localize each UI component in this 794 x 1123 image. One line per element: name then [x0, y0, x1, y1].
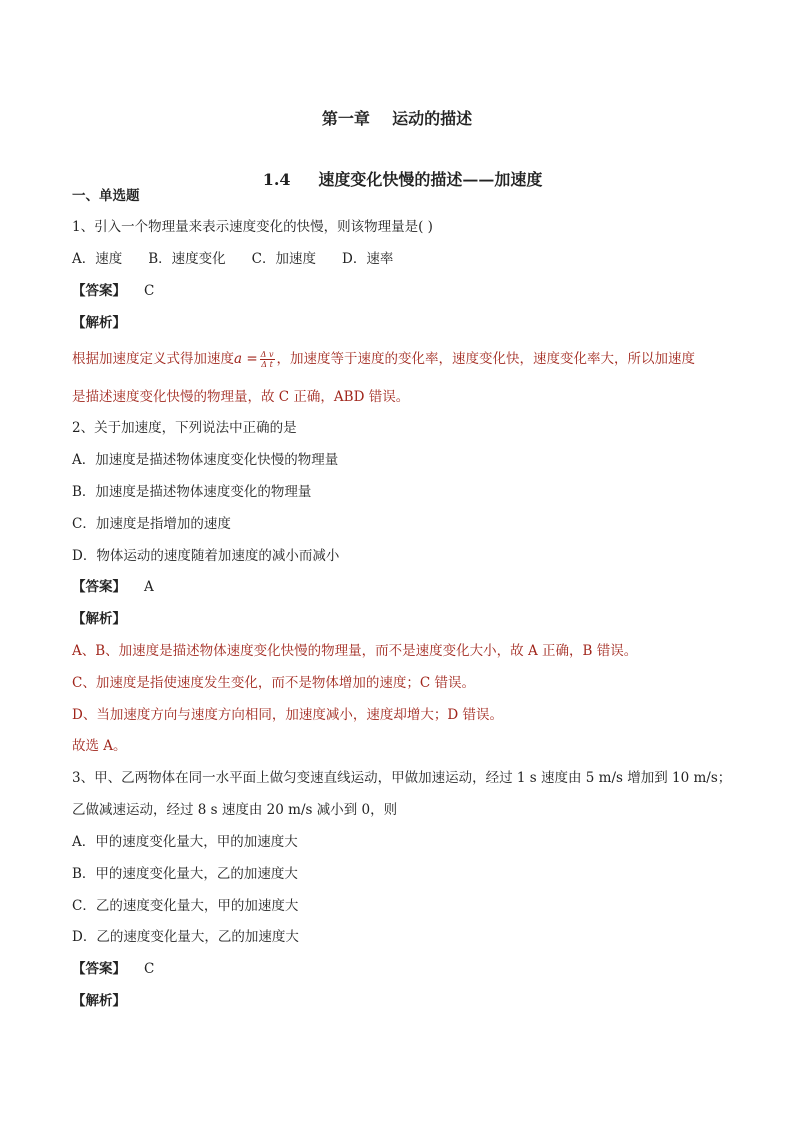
q1-stem: 1、引入一个物理量来表示速度变化的快慢，则该物理量是( ) [72, 219, 433, 235]
q3-option-b: B．甲的速度变化量大，乙的加速度大 [72, 866, 298, 882]
q1-analysis-tag: 【解析】 [72, 315, 126, 331]
q1-analysis-post: ，加速度等于速度的变化率，速度变化快，速度变化率大，所以加速度 [276, 351, 695, 367]
q1-option-c: C．加速度 [251, 251, 317, 267]
answer-tag: 【答案】 [72, 283, 126, 299]
q1-analysis-line1 [72, 349, 695, 369]
q3-option-a: A．甲的速度变化量大，甲的加速度大 [72, 834, 298, 850]
q1-analysis-line2: 是描述速度变化快慢的物理量，故 C 正确，ABD 错误。 [72, 389, 410, 405]
q3-option-d: D．乙的速度变化量大，乙的加速度大 [72, 929, 299, 945]
q3-answer-value: C [144, 961, 155, 977]
q3-stem-line2: 乙做减速运动，经过 8 s 速度由 20 m/s 减小到 0，则 [72, 802, 398, 818]
q1-options [72, 249, 419, 269]
q3-analysis-tag: 【解析】 [72, 993, 126, 1009]
q2-analysis-line3: D、当加速度方向与速度方向相同，加速度减小，速度却增大；D 错误。 [72, 707, 503, 723]
q1-formula-numerator: Δ v [260, 350, 274, 359]
q2-stem: 2、关于加速度，下列说法中正确的是 [72, 420, 297, 436]
q1-formula-fraction [260, 350, 275, 369]
q3-stem-line1: 3、甲、乙两物体在同一水平面上做匀变速直线运动，甲做加速运动，经过 1 s 速度由 5 m/s 增加到 10 m/s； [72, 770, 732, 786]
section-heading: 速度变化快慢的描述——加速度 [318, 170, 543, 189]
q1-answer-value: C [144, 283, 155, 299]
q2-option-a: A．加速度是描述物体速度变化快慢的物理量 [72, 452, 339, 468]
q1-formula-a: a = [234, 351, 258, 367]
q1-analysis-pre: 根据加速度定义式得加速度 [72, 351, 234, 367]
q3-answer [72, 959, 154, 979]
answer-tag: 【答案】 [72, 579, 126, 595]
q2-analysis-line1: A、B、加速度是描述物体速度变化快慢的物理量，而不是速度变化大小，故 A 正确，B 错误。 [72, 643, 638, 659]
q2-answer [72, 577, 154, 597]
q1-option-b: B．速度变化 [148, 251, 226, 267]
q2-analysis-line2: C、加速度是指使速度发生变化，而不是物体增加的速度；C 错误。 [72, 675, 475, 691]
q1-option-a: A．速度 [72, 251, 123, 267]
answer-tag: 【答案】 [72, 961, 126, 977]
q2-answer-value: A [144, 579, 154, 595]
q2-conclusion: 故选 A。 [72, 738, 127, 754]
q2-option-b: B．加速度是描述物体速度变化的物理量 [72, 484, 312, 500]
section-title [0, 148, 794, 190]
section-label: 一、单选题 [72, 188, 140, 204]
section-number: 1.4 [262, 170, 291, 189]
q3-option-c: C．乙的速度变化量大，甲的加速度大 [72, 898, 299, 914]
q2-option-d: D．物体运动的速度随着加速度的减小而减小 [72, 548, 340, 564]
q1-formula-denominator: Δ t [261, 360, 273, 369]
q2-option-c: C．加速度是指增加的速度 [72, 516, 231, 532]
q2-analysis-tag: 【解析】 [72, 611, 126, 627]
q1-option-d: D．速率 [342, 251, 394, 267]
q1-answer [72, 281, 154, 301]
chapter-title: 第一章 运动的描述 [321, 109, 473, 128]
